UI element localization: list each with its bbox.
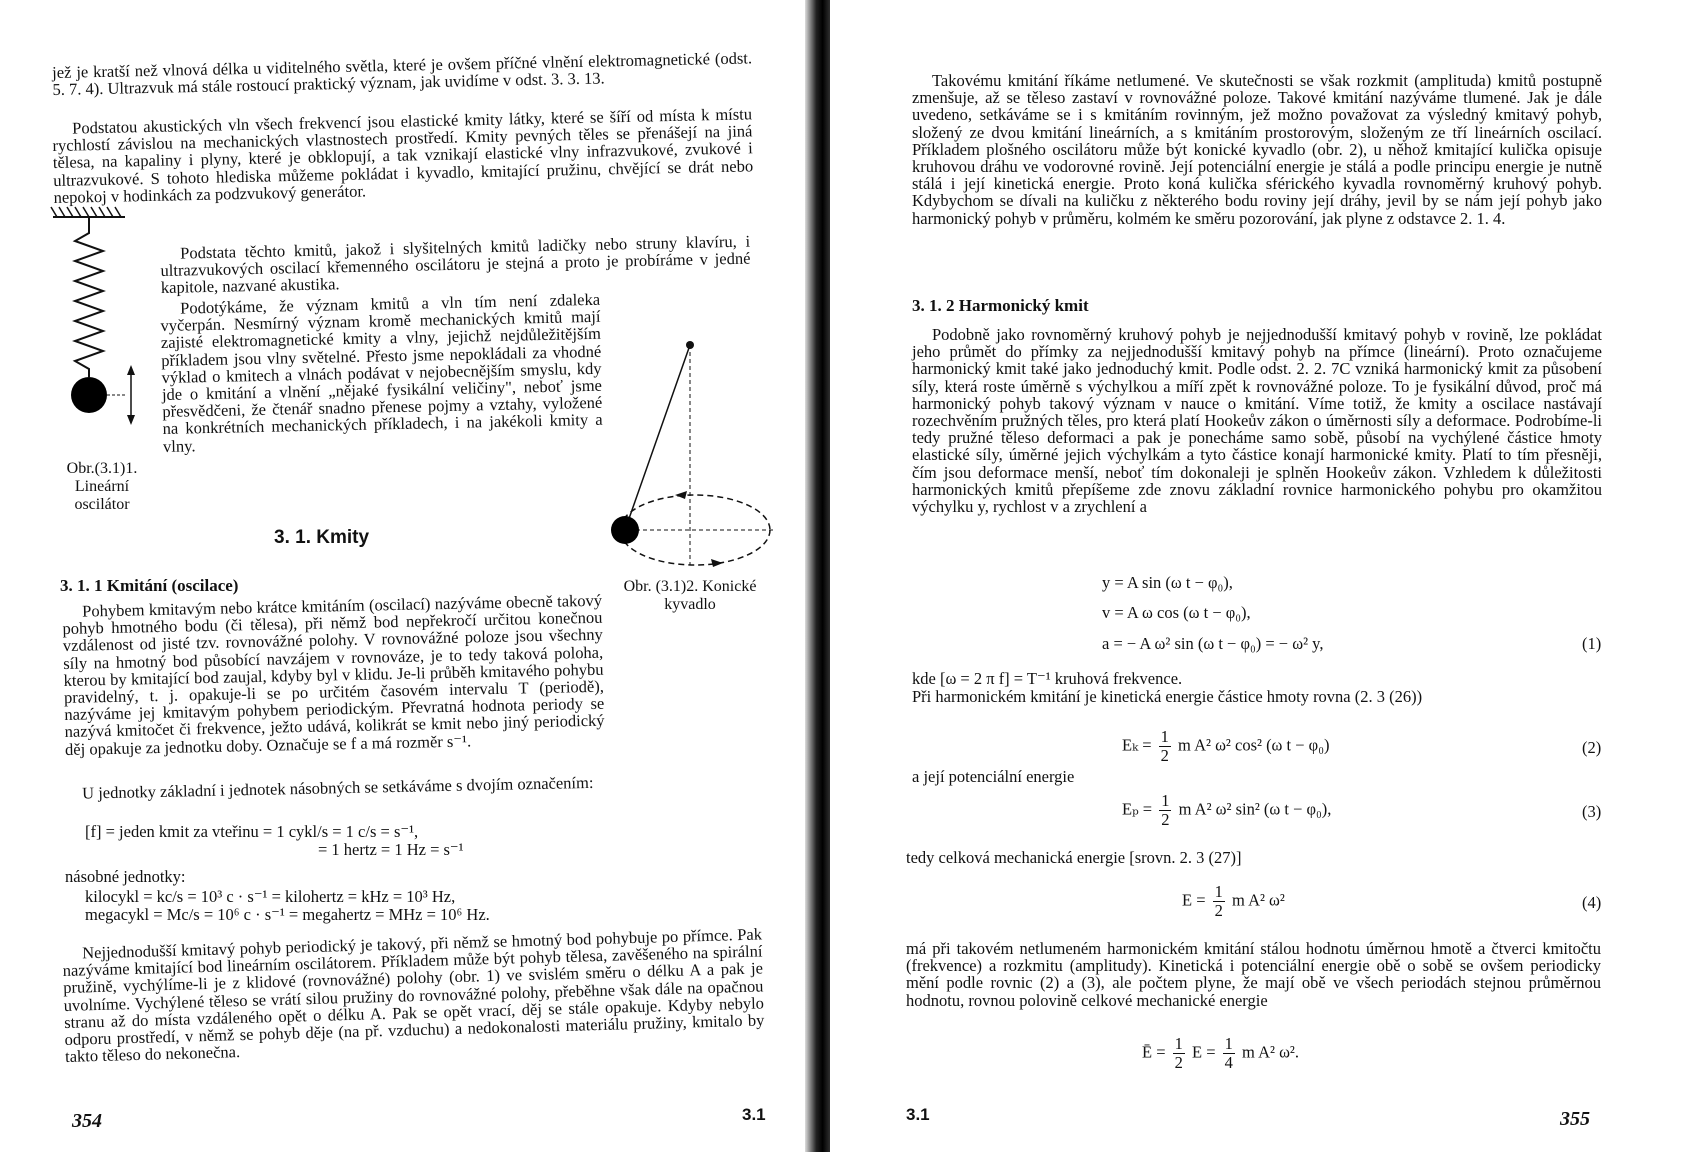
kilocycle-line: kilocykl = kc/s = 10³ c · s⁻¹ = kilohertz = kHz = 10³ Hz, — [85, 887, 456, 906]
eq4-rhs: m A² ω² — [1232, 890, 1285, 910]
equation-2-number: (2) — [1582, 738, 1602, 757]
eq5-mid: E = — [1192, 1042, 1216, 1062]
fraction-one-half: $\frac{1}{2}$ — [1161, 791, 1170, 829]
section-marker-right: 3.1 — [906, 1105, 930, 1124]
subsection-title-kmitani: 3. 1. 1 Kmitání (oscilace) — [60, 576, 239, 595]
fraction-one-half: $\frac{1}{2}$ — [1214, 882, 1223, 920]
paragraph-podobne: Podobně jako rovnoměrný kruhový pohyb je nejjednodušší kmitavý pohyb v rovině, lze pokládat jeho průmět do přímky za nejjednodušší kmitavý pohyb na přímce (lineární). Proto označujeme harmonický kmit také jako jednoduchý kmit. Podle odst. 2. 2. 7C vzniká harmonický kmit za působení síly, která roste úměrně s výchylkou a míří zpět k rovnovážné poloze. To je fysikální důvod, proč má harmonický pohyb takový význam v nauce o kmitání. Víme totiž, že kmity a oscilace nastávají rozechvěním pružných těles, pro která platí Hookeův zákon o úměrnosti síly a deformace. Podrobíme-li tedy pružné těleso deformaci a pak je ponecháme samo sobě, působí na vychýlené částice hmoty elastické síly, úměrné jejich výchylkám a tyto částice konají harmonické kmity. Platí to tím přesněji, čím jsou deformace menší, neboť tím dokonaleji je splněn Hookeův zákon. Vzhledem k důležitosti harmonických kmitů přepíšeme zde znovu základní rovnice harmonického pohybu pro okamžitou výchylku y, rychlost v a zrychlení a — [912, 325, 1602, 517]
page-number-left: 354 — [72, 1110, 102, 1132]
text-total: tedy celková mechanická energie [srovn. 2. 3 (27)] — [906, 848, 1242, 867]
section-marker-left: 3.1 — [742, 1105, 766, 1124]
fraction-one-half: $\frac{1}{2}$ — [1160, 727, 1169, 765]
right-page — [830, 0, 1683, 1152]
unit-line-1: [f] = jeden kmit za vteřinu = 1 cykl/s = 1 c/s = s⁻¹, — [85, 822, 419, 841]
left-page — [0, 0, 810, 1152]
equation-3 — [1122, 792, 1331, 829]
fraction-one-quarter: $\frac{1}{4}$ — [1224, 1034, 1233, 1072]
page-number-right: 355 — [1560, 1108, 1590, 1130]
eq5-rhs: m A² ω². — [1242, 1042, 1299, 1062]
eq2-rhs: m A² ω² cos² (ω t − φ₀) — [1178, 735, 1330, 755]
equation-2 — [1122, 728, 1329, 765]
equation-5 — [1142, 1035, 1299, 1072]
conical-pendulum-figure — [605, 335, 785, 575]
megacycle-line: megacykl = Mc/s = 10⁶ c · s⁻¹ = megahertz = MHz = 10⁶ Hz. — [85, 905, 490, 924]
equation-4-number: (4) — [1582, 893, 1602, 912]
equation-1-line-3: a = − A ω² sin (ω t − φ₀) = − ω² y, — [1102, 634, 1324, 653]
eq5-lhs: Ē = — [1142, 1042, 1166, 1062]
eq3-rhs: m A² ω² sin² (ω t − φ₀), — [1178, 799, 1332, 819]
spring-oscillator-figure — [45, 205, 145, 435]
equation-4 — [1182, 883, 1285, 920]
paragraph-podotykame: Podotýkáme, že význam kmitů a vln tím není zdaleka vyčerpán. Nesmírný význam kromě mechanických kmitů mají zajisté elektromagnetické kmity a vlny, jejichž nejdůležitějším příkladem jsou vlny světelné. Přesto jsme nepokládali za vhodné výklad o kmitech a vlnách podávat v nejobecnějším smyslu, kdy jde o kmitání a vlnění „nějaké fysikální veličiny", neboť jsme přesvědčeni, že čtenář snadno přenese pojmy a vztahy, vyložené na konkrétních mechanických příkladech, i na jakékoli kmity a vlny. — [160, 289, 603, 456]
multiples-label: násobné jednotky: — [65, 867, 186, 886]
paragraph-podstata: Podstata těchto kmitů, jakož i slyšitelných kmitů ladičky nebo struny klavíru, i ultrazvukových oscilací křemenného oscilátoru je stejná a proto je probíráme v jedné kapitole, nazvané akustika. — [160, 231, 751, 298]
eq3-lhs: Eₚ = — [1122, 799, 1153, 819]
paragraph-jednotky: U jednotky základní i jednotek násobných se setkáváme s dvojím označením: — [81, 772, 594, 803]
text-kde: kde [ω = 2 π f] = T⁻¹ kruhová frekvence. — [912, 669, 1183, 688]
text-potential: a její potenciální energie — [912, 767, 1075, 786]
section-title: 3. 1. Kmity — [274, 527, 370, 548]
paragraph-pohybem: Pohybem kmitavým nebo krátce kmitáním (oscilací) nazýváme obecně takový pohyb hmotného bodu (či tělesa), při němž bod nepřekročí určitou konečnou vzdálenost od jisté tzv. rovnovážné polohy. V rovnovážné poloze jsou všechny síly na hmotný bod působící navzájem v rovnováze, je to tedy taková poloha, kterou by kmitající bod zaujal, kdyby byl v klidu. Je-li průběh kmitavého pohybu pravidelný, t. j. opakuje-li se po určitém časovém intervalu T (periodě), nazýváme jej kmitavým pohybem periodickým. Převratná hodnota periody se nazývá kmitočet či frekvence, ježto udává, kolikrát se kmit nebo jiný periodický děj opakuje za jednotku doby. Označuje se f a má rozměr s⁻¹. — [62, 590, 605, 759]
figure1-caption: Obr.(3.1)1. Lineární oscilátor — [66, 460, 138, 513]
subsection-title-harmonicky: 3. 1. 2 Harmonický kmit — [912, 296, 1089, 315]
intro-paragraph: jež je kratší než vlnová délka u viditelného světla, které je ovšem příčné vlnění elektromagnetické (odst. 5. 7. 4). Ultrazvuk má stále rostoucí praktický význam, jak uvidíme v odst. 3. 3. 13. — [51, 48, 753, 100]
paragraph-nejjednodussi: Nejjednodušší kmitavý pohyb periodický je takový, při němž se hmotný bod pohybuje po přímce. Pak nazýváme kmitající bod lineárním oscilátorem. Příkladem může být pohyb tělesa, zavěšeného na spirální pružině, vychýlíme-li je z klidové (rovnovážné) polohy (obr. 1) ve svislém směru o délku A a pak je uvolníme. Vychýlené těleso se vrátí silou pružiny do rovnovážné polohy, přeběhne však dále na opačnou stranu až do místa vzdáleného opět o délku A. Pak se opět vrací, děj se stále opakuje. Kdyby nebylo odporu prostředí, v němž se pohyb děje (na př. vzduchu) a nedokonalosti materiálu pružiny, kmitalo by takto těleso do nekonečna. — [62, 924, 765, 1067]
equation-1-line-2: v = A ω cos (ω t − φ₀), — [1102, 603, 1251, 622]
paragraph-podstatou: Podstatou akustických vln všech frekvencí jsou elastické kmity látky, které se šíří od místa k místu rychlostí závislou na mechanických vlastnostech prostředí. Kmity pevných těles se přenášejí na jiná tělesa, na kapaliny i plyny, které je obklopují, a tak vznikají elastické vlny infrazvukové, zvukové i ultrazvukové. S tohoto hlediska můžeme pokládat i kyvadlo, kmitající pružinu, chvějící se drát nebo nepokoj v hodinkách za podzvukový generátor. — [52, 104, 754, 207]
paragraph-ma-pri: má při takovém netlumeném harmonickém kmitání stálou hodnotu úměrnou hmotě a čtverci kmitočtu (frekvence) a rozkmitu (amplitudy). Kinetická i potenciální energie obě o sobě se ovšem periodicky mění podle rovnic (2) a (3), ale počtem plyne, že mají obě ve všech periodách stejnou průměrnou hodnotu, rovnou polovině celkové mechanické energie — [906, 939, 1601, 1010]
equation-1-line-1: y = A sin (ω t − φ₀), — [1102, 573, 1233, 592]
fraction-one-half: $\frac{1}{2}$ — [1174, 1034, 1183, 1072]
equation-3-number: (3) — [1582, 802, 1602, 821]
figure2-caption: Obr. (3.1)2. Konické kyvadlo — [623, 578, 757, 613]
unit-line-2: = 1 hertz = 1 Hz = s⁻¹ — [318, 840, 464, 859]
equation-1-number: (1) — [1582, 634, 1602, 653]
paragraph-takovemu: Takovému kmitání říkáme netlumené. Ve skutečnosti se však rozkmit (amplituda) kmitů postupně zmenšuje, až se těleso zastaví v rovnovážné poloze. Takové kmitání nazýváme tlumené. Jak je dále uvedeno, setkáváme se i s kmitáním rovinným, jež možno považovat za výsledný kmitavý pohyb, složený ze dvou kmitání lineárních, a s kmitáním prostorovým, složeným ze tří lineárních oscilací. Příkladem plošného oscilátoru může být konické kyvadlo (obr. 2), u něhož kmitající kulička opisuje kruhovou dráhu ve vodorovné rovině. Její potenciální energie je stálá a podle principu energie je nutně stálá i její kinetická energie. Proto koná kulička sférického kyvadla rovnoměrný kruhový pohyb. Kdybychom se dívali na kuličku z některého bodu roviny její dráhy, jevil by se nám její pohyb jako harmonický pohyb v průměru, kolmém ke směru pozorování, jak plyne z odstavce 2. 1. 4. — [912, 71, 1602, 228]
text-kinetic: Při harmonickém kmitání je kinetická energie částice hmoty rovna (2. 3 (26)) — [912, 687, 1423, 706]
eq4-lhs: E = — [1182, 890, 1206, 910]
eq2-lhs: Eₖ = — [1122, 735, 1152, 755]
